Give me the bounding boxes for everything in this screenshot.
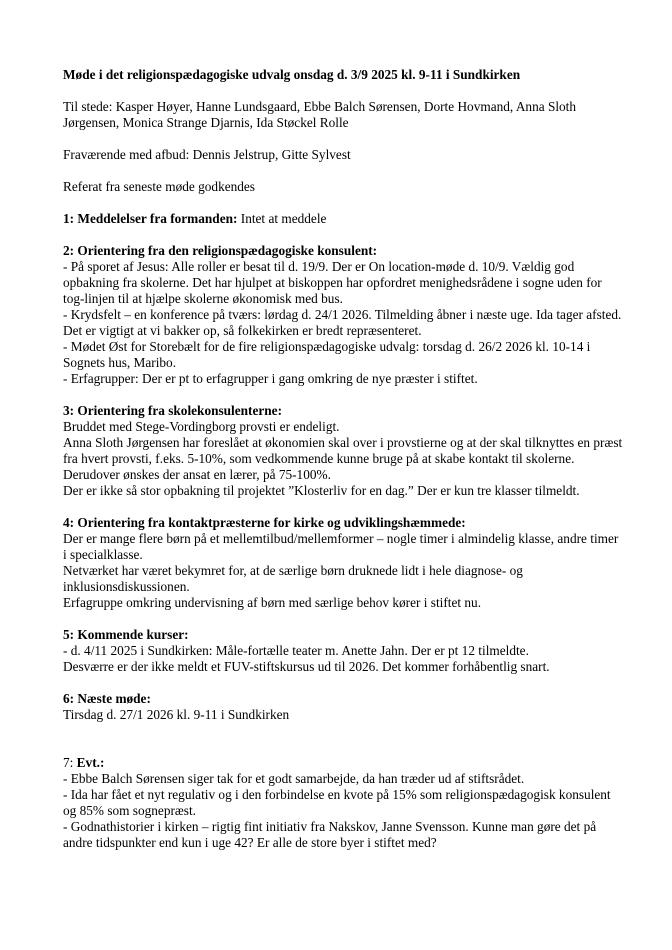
attendees: Til stede: Kasper Høyer, Hanne Lundsgaard, Ebbe Balch Sørensen, Dorte Hovmand, Anna Sloth Jørgensen, Monica Strange Djarnis, Ida Støckel Rolle [63, 99, 577, 130]
section-5-line: - d. 4/11 2025 i Sundkirken: Måle-fortælle teater m. Anette Jahn. Der er pt 12 tilmeldte. [63, 643, 529, 658]
section-4-line: Netværket har været bekymret for, at de særlige børn druknede lidt i hele diagnose- og inklusionsdiskussionen. [63, 563, 523, 594]
section-3-line: Der er ikke så stor opbakning til projektet ”Klosterliv for en dag.” Der er kun tre klasser tilmeldt. [63, 483, 580, 498]
section-2-line: - Erfagrupper: Der er pt to erfagrupper i gang omkring de nye præster i stiftet. [63, 371, 478, 386]
absent: Fraværende med afbud: Dennis Jelstrup, Gitte Sylvest [63, 147, 351, 162]
section-3-line: Anna Sloth Jørgensen har foreslået at økonomien skal over i provstierne og at der skal tilknyttes en præst fra hvert provsti, f.eks. 5-10%, som vedkommende kunne bruge på at skabe kontakt til skolerne. Derudover ønskes der ansat en lærer, på 75-100%. [63, 435, 623, 482]
section-2-line: - Krydsfelt – en konference på tværs: lørdag d. 24/1 2026. Tilmelding åbner i næste uge. Ida tager afsted. Det er vigtigt at vi bakker op, så folkekirken er bredt repræsenteret. [63, 307, 622, 338]
document-title: Møde i det religionspædagogiske udvalg onsdag d. 3/9 2025 kl. 9-11 i Sundkirken [63, 67, 521, 82]
section-2-line: - Mødet Øst for Storebælt for de fire religionspædagogiske udvalg: torsdag d. 26/2 2026 kl. 10-14 i Sognets hus, Maribo. [63, 339, 591, 370]
section-4-heading: 4: Orientering fra kontaktpræsterne for kirke og udviklingshæmmede: [63, 515, 466, 530]
section-7-line: - Ida har fået et nyt regulativ og i den forbindelse en kvote på 15% som religionspædagogisk konsulent og 85% som sognepræst. [63, 787, 611, 818]
section-3-heading: 3: Orientering fra skolekonsulenterne: [63, 403, 283, 418]
section-1 [63, 211, 623, 227]
section-4-line: Der er mange flere børn på et mellemtilbud/mellemformer – nogle timer i almindelig klasse, andre timer i specialklasse. [63, 531, 619, 562]
section-5-heading: 5: Kommende kurser: [63, 627, 189, 642]
section-6-heading: 6: Næste møde: [63, 691, 151, 706]
section-7-line: - Ebbe Balch Sørensen siger tak for et godt samarbejde, da han træder ud af stiftsrådet. [63, 771, 525, 786]
section-7-heading: 7: Evt.: [63, 755, 105, 770]
section-2-line: - På sporet af Jesus: Alle roller er besat til d. 19/9. Der er On location-møde d. 10/9. Vældig god opbakning fra skolerne. Det har hjulpet at biskoppen har opfordret menighedsrådene i sogne uden for tog-linjen til at hjælpe skolerne økonomisk med bus. [63, 259, 602, 306]
document-page [63, 67, 623, 851]
section-1-heading: 1: Meddelelser fra formanden: [63, 211, 238, 226]
approval: Referat fra seneste møde godkendes [63, 179, 255, 194]
section-4-line: Erfagruppe omkring undervisning af børn med særlige behov kører i stiftet nu. [63, 595, 482, 610]
section-6-line: Tirsdag d. 27/1 2026 kl. 9-11 i Sundkirken [63, 707, 290, 722]
section-5-line: Desværre er der ikke meldt et FUV-stiftskursus ud til 2026. Det kommer forhåbentlig snart. [63, 659, 550, 674]
section-1-text: Intet at meddele [237, 211, 327, 226]
section-2-heading: 2: Orientering fra den religionspædagogiske konsulent: [63, 243, 378, 258]
section-3-line: Bruddet med Stege-Vordingborg provsti er endeligt. [63, 419, 340, 434]
section-7-line: - Godnathistorier i kirken – rigtig fint initiativ fra Nakskov, Janne Svensson. Kunne man gøre det på andre tidspunkter end kun i uge 42? Er alle de store byer i stiftet med? [63, 819, 597, 850]
